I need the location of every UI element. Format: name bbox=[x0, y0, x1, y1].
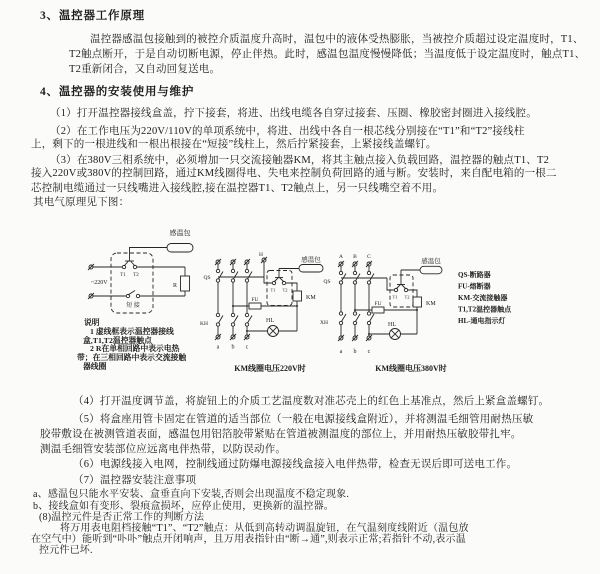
km-label: KM bbox=[426, 301, 436, 307]
text-line: 接入220V或380V的控制回路，通过KM线圈得电、失电来控制负荷回路的通与断。安装时，来自配电箱的一根二 bbox=[31, 168, 557, 179]
text-line: 在空气中）能听到“卟卟”触点开闭响声，且万用表指针由“断→通”,则表示正常;若指针不动,表示温 bbox=[31, 534, 466, 545]
circuit-figure bbox=[55, 220, 600, 395]
junction-box-outline bbox=[390, 275, 413, 307]
phase-c-label: c bbox=[367, 349, 371, 355]
qs-label: QS bbox=[203, 275, 211, 281]
sensor-bulb-label: 感温包 bbox=[421, 258, 441, 265]
fu-label: FU bbox=[374, 301, 382, 307]
text-line: 温控器感温包接触到的被控介质温度升高时，温包中的液体受热膨胀，当被控介质超过设定温度时，T1、 bbox=[90, 34, 584, 45]
xh-label: XH bbox=[320, 320, 328, 326]
note-line: 1 虚线框表示温控器接线 bbox=[90, 326, 174, 336]
short-terminal-label: 短 接 bbox=[126, 303, 140, 309]
single-phase-diagram bbox=[88, 228, 193, 313]
text-line: b、接线盒如有变形、裂痕盒损坏，应停止使用，更换新的温控器。 bbox=[33, 501, 334, 512]
fuse bbox=[372, 307, 384, 313]
km380-caption: KM线圈电压380V时 bbox=[375, 364, 447, 373]
km220-diagram bbox=[200, 252, 323, 373]
km-label: KM bbox=[306, 295, 316, 301]
phase-a-label: a bbox=[339, 349, 343, 355]
section-4-title: 4、温控器的安装使用与维护 bbox=[40, 86, 195, 98]
t2-contact-label: T2 bbox=[404, 294, 410, 300]
phase-b-label: b bbox=[353, 349, 357, 355]
text-line: T2触点断开，于是自动切断电源，停止伴热。此时，感温包温度慢慢降低；当温度低于设定温度时，触点T1、 bbox=[69, 49, 586, 60]
text-line: （2）在工作电压为220V/110V的单项系统中，将进、出线中各自一根芯线分别接在“T1”和“T2”接线柱 bbox=[50, 126, 525, 137]
km380-diagram bbox=[320, 254, 447, 373]
sensor-bulb bbox=[167, 244, 193, 253]
figure-notes bbox=[77, 319, 207, 372]
note-line: 2 R在单相回路中表示电热 bbox=[90, 344, 180, 354]
fu-label: FU bbox=[251, 297, 259, 303]
phase-c-label: c bbox=[245, 344, 249, 351]
text-line: 胶带敷设在被测管道表面，感温包用铝箔胶带紧贴在管道被测温度的部位上，并用耐热压敏胶带扎牢。 bbox=[40, 429, 522, 440]
text-line: (8)温控元件是否正常工作的判断方法 bbox=[39, 512, 205, 523]
legend-item: KM-交流接触器 bbox=[458, 294, 508, 302]
note-line: 盒,T1,T2温控器触点 bbox=[83, 335, 152, 345]
qs-label: QS bbox=[323, 279, 331, 285]
sensor-bulb bbox=[420, 266, 442, 274]
section-3-title: 3、温控器工作原理 bbox=[40, 10, 145, 22]
note-line: 说明 bbox=[84, 318, 100, 327]
text-line: （6）电源线接入电网，控制线通过防爆电源接线盒接入电伴热带，检查无误后即可送电工作。 bbox=[73, 459, 518, 470]
load-resistor bbox=[181, 276, 190, 291]
text-line: 上，剩下的一根进线和一根出根接在“短接”线柱上，然后拧紧接套，上紧接线盖螺钉。 bbox=[31, 139, 437, 150]
hl-label: HL bbox=[266, 318, 274, 324]
fuse bbox=[249, 303, 261, 309]
t2-contact-label: T2 bbox=[282, 287, 288, 293]
text-line: T2重新闭合，又自动回复送电。 bbox=[69, 64, 221, 75]
phase-C-label: C bbox=[367, 254, 371, 260]
phase-a-label: a bbox=[216, 344, 220, 351]
phase-A-label: A bbox=[339, 254, 343, 260]
text-line: a、感温包只能水平安装、盒垂直向下安装,否则会出现温度不稳定现象. bbox=[33, 489, 350, 500]
phase-B-label: B bbox=[353, 254, 357, 260]
voltage-label: ~220V bbox=[91, 280, 108, 286]
text-line: 芯控制电缆通过一只线嘴进入接线腔,接在温控器T1、T2触点上，另一只线嘴空着不用。 bbox=[31, 183, 444, 194]
note-line: 带；在三相回路中表示交流接触 bbox=[77, 353, 187, 363]
text-line: （4）打开温度调节盖，将旋钮上的介质工艺温度数对准芯壳上的红色上基准点，然后上紧盒盖螺钉。 bbox=[73, 396, 550, 407]
km220-caption: KM线圈电压220V时 bbox=[234, 364, 306, 373]
t1-contact-label: T1 bbox=[392, 294, 398, 300]
text-line: （3）在380V三相系统中，必须增加一只交流接触器KM，将其主触点接入负载回路，温控器的触点T1、T2 bbox=[50, 155, 550, 166]
text-line: （7）温控器安装注意事项 bbox=[73, 475, 197, 486]
phase-b-label: b bbox=[231, 344, 235, 351]
note-line: 器线圈 bbox=[83, 361, 107, 371]
text-line: （5）将盒座用管卡固定在管道的适当部位（一般在电源接线盒附近），并将测温毛细管用耐热压敏 bbox=[73, 414, 534, 425]
sensor-bulb bbox=[299, 265, 323, 273]
load-label: R bbox=[172, 283, 177, 289]
legend-item: HL-通电指示灯 bbox=[458, 317, 506, 325]
h-label: H bbox=[259, 252, 263, 258]
sensor-bulb-label: 感温包 bbox=[169, 229, 191, 237]
sensor-bulb-label: 感温包 bbox=[301, 256, 321, 264]
t1-contact-label: T1 bbox=[270, 287, 276, 293]
km-coil bbox=[293, 291, 302, 301]
km-coil bbox=[413, 297, 422, 307]
t2-contact-label: T2 bbox=[133, 273, 139, 278]
km380-phase-lines bbox=[338, 261, 374, 341]
hl-label: HL bbox=[388, 322, 396, 328]
text-line: 将万用表电阻档接触“T1”、“T2”触点：从低到高转动调温旋钮，在气温刻度线附近（温包放 bbox=[60, 523, 469, 534]
legend-item: FU-熔断器 bbox=[458, 282, 491, 291]
t1-contact-label: T1 bbox=[120, 273, 126, 278]
text-line: 测温毛细管安装部位应远离电伴热带，以防误动作。 bbox=[40, 444, 287, 455]
kh-label: KH bbox=[200, 321, 208, 327]
text-line: （1）打开温控器接线盒盖，拧下接套，将进、出线电缆各自穿过接套、压圈、橡胶密封圈进入接线腔。 bbox=[50, 108, 537, 119]
legend-item: T1,T2温控器触点 bbox=[458, 305, 512, 314]
km220-phase-lines bbox=[215, 259, 252, 340]
text-line: 控元件已坏. bbox=[39, 545, 93, 556]
figure-legend bbox=[458, 270, 512, 325]
legend-item: QS-断路器 bbox=[458, 271, 491, 279]
text-line: 其电气原理见下图： bbox=[33, 197, 130, 208]
